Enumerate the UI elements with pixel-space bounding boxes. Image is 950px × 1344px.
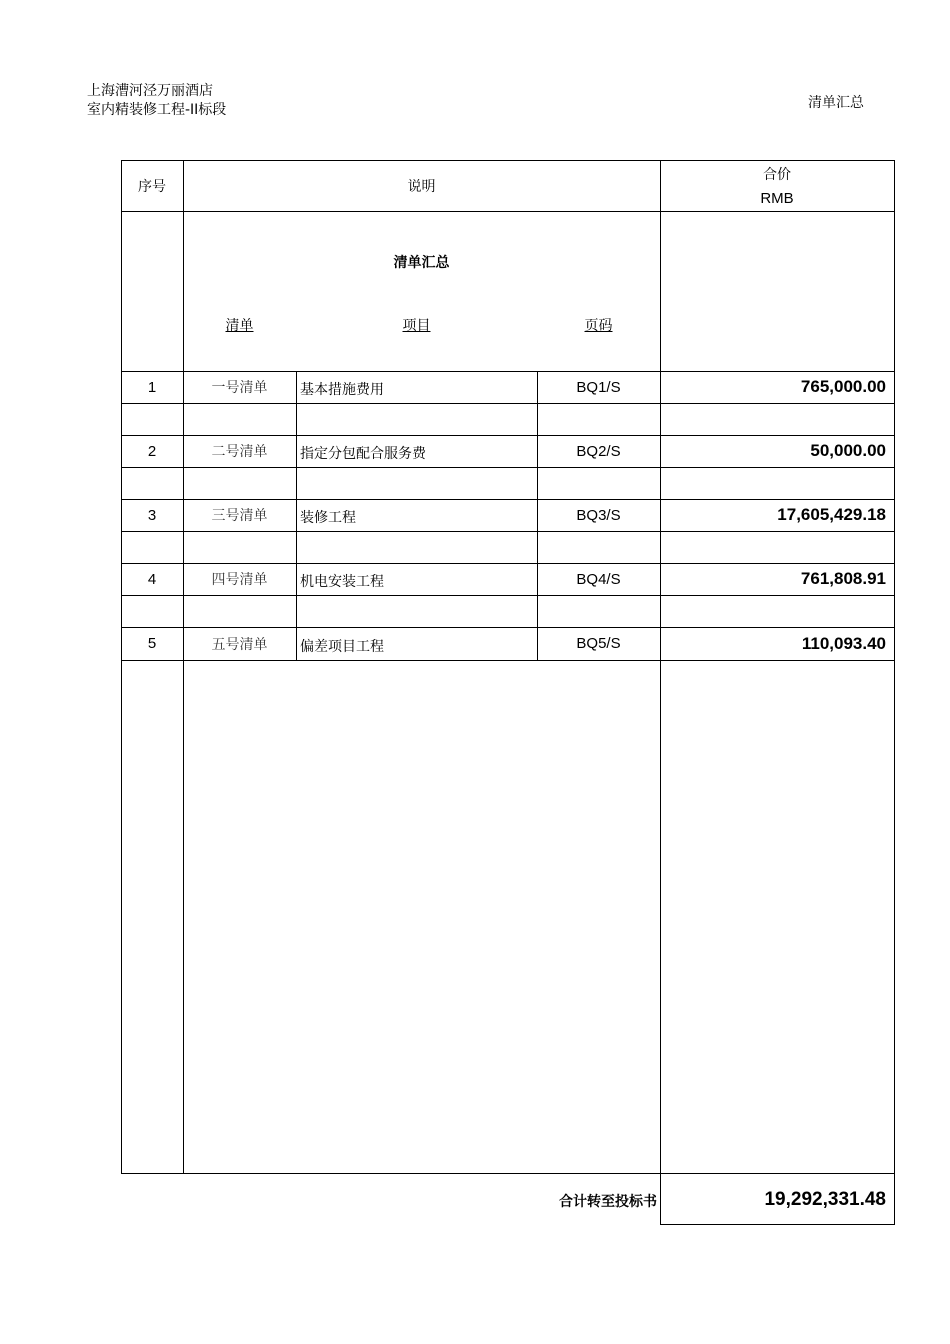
row-amount: 17,605,429.18 <box>777 505 886 524</box>
project-name: 上海漕河泾万丽酒店 <box>87 83 213 99</box>
row-page: BQ1/S <box>576 378 621 396</box>
row-amount: 765,000.00 <box>800 377 886 396</box>
subheader-list: 清单 <box>225 318 254 334</box>
row-item: 指定分包配合服务费 <box>300 446 426 462</box>
row-seq: 1 <box>147 378 157 396</box>
row-seq: 3 <box>147 506 157 524</box>
body-bottom-line <box>121 1173 895 1174</box>
row-amount: 110,093.40 <box>801 633 886 653</box>
column-header-seq: 序号 <box>138 178 166 195</box>
page-title: 清单汇总 <box>808 95 864 111</box>
row-seq: 4 <box>147 570 157 588</box>
row-list: 五号清单 <box>211 636 268 653</box>
row-item: 机电安装工程 <box>300 574 384 590</box>
row-item: 基本措施费用 <box>300 382 384 398</box>
total-label: 合计转至投标书 <box>559 1194 657 1210</box>
project-title <box>87 82 226 120</box>
row-page: BQ2/S <box>576 442 621 460</box>
column-header-price: 合价 <box>763 167 791 183</box>
row-page: BQ5/S <box>576 635 621 652</box>
column-header-desc: 说明 <box>407 178 436 195</box>
row-list: 二号清单 <box>211 444 268 460</box>
row-item: 偏差项目工程 <box>300 638 384 655</box>
col-divider-seq <box>183 160 184 1173</box>
table-border-right <box>894 160 895 1224</box>
header-divider <box>121 211 895 212</box>
subheader-item: 项目 <box>402 318 431 334</box>
col-divider-list <box>296 371 297 660</box>
row-seq: 5 <box>147 635 157 652</box>
subheader-page: 页码 <box>584 318 613 334</box>
row-list: 四号清单 <box>211 572 268 588</box>
row-page: BQ4/S <box>576 570 621 588</box>
total-amount: 19,292,331.48 <box>764 1189 886 1210</box>
col-divider-price <box>660 160 661 1224</box>
project-section: 室内精装修工程-II标段 <box>87 102 227 118</box>
section-title: 清单汇总 <box>393 255 450 271</box>
row-amount: 50,000.00 <box>810 441 886 460</box>
table-border-left <box>121 160 122 1173</box>
row-list: 三号清单 <box>211 508 268 524</box>
column-header-currency: RMB <box>760 189 794 207</box>
row-list: 一号清单 <box>211 380 268 396</box>
row-item: 装修工程 <box>300 510 356 526</box>
row-page: BQ3/S <box>576 506 621 524</box>
row-seq: 2 <box>147 442 157 460</box>
row-amount: 761,808.91 <box>800 569 886 588</box>
total-bottom-line <box>660 1224 895 1225</box>
